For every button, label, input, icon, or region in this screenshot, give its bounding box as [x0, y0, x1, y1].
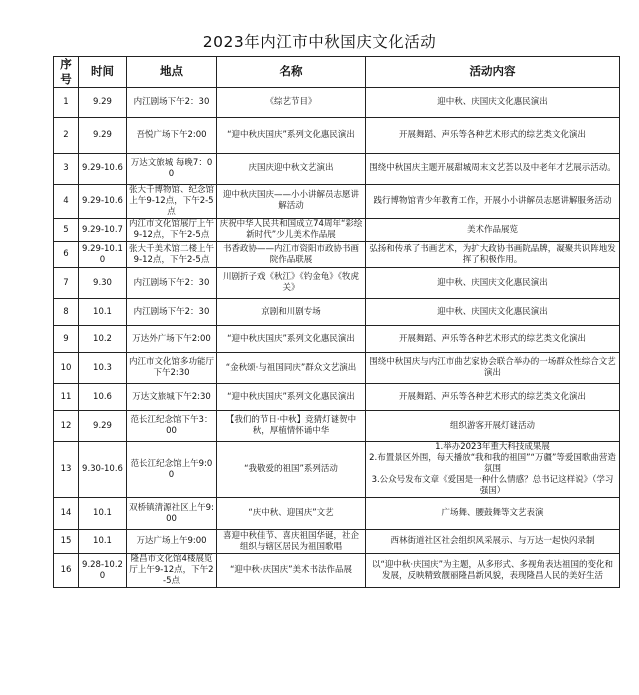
cell-no: 14: [54, 498, 79, 530]
cell-time: 9.29: [79, 411, 127, 442]
cell-no: 9: [54, 326, 79, 353]
table-row: [54, 498, 620, 530]
cell-time: 10.1: [79, 530, 127, 554]
cell-content: 组织游客开展灯谜活动: [366, 411, 620, 442]
cell-name: “迎中秋·庆国庆”美术书法作品展: [217, 554, 366, 588]
cell-name: 书香政协——内江市资阳市政协书画院作品联展: [217, 242, 366, 268]
cell-content: 美术作品展览: [366, 219, 620, 242]
header-name: 名称: [217, 57, 366, 88]
cell-name: “我敬爱的祖国”系列活动: [217, 442, 366, 498]
cell-time: 9.29: [79, 87, 127, 117]
table-row: [54, 117, 620, 153]
cell-name: 京剧和川剧专场: [217, 299, 366, 326]
cell-time: 10.2: [79, 326, 127, 353]
cell-place: 张大千博物馆、纪念馆上午9-12点，下午2-5点: [127, 184, 217, 218]
cell-name: “迎中秋庆国庆”系列文化惠民演出: [217, 117, 366, 153]
cell-place: 范长江纪念馆上午9:00: [127, 442, 217, 498]
cell-name: “迎中秋庆国庆”系列文化惠民演出: [217, 326, 366, 353]
table-row: [54, 554, 620, 588]
cell-place: 内江市文化馆多功能厅下午2:30: [127, 353, 217, 384]
cell-time: 9.29-10.7: [79, 219, 127, 242]
cell-content: 围绕中秋国庆与内江市曲艺家协会联合举办的一场群众性综合文艺演出: [366, 353, 620, 384]
cell-name: 喜迎中秋佳节、喜庆祖国华诞，社企组织与辖区居民为祖国歌唱: [217, 530, 366, 554]
cell-time: 9.30-10.6: [79, 442, 127, 498]
cell-no: 12: [54, 411, 79, 442]
cell-content: 围绕中秋国庆主题开展甜城周末文艺荟以及中老年才艺展示活动。: [366, 153, 620, 184]
table-row: [54, 153, 620, 184]
table-row: [54, 299, 620, 326]
cell-time: 9.29-10.6: [79, 184, 127, 218]
cell-name: 庆国庆迎中秋文艺演出: [217, 153, 366, 184]
cell-no: 2: [54, 117, 79, 153]
cell-time: 9.29: [79, 117, 127, 153]
cell-time: 9.29-10.10: [79, 242, 127, 268]
cell-name: 迎中秋庆国庆——小小讲解员志愿讲解活动: [217, 184, 366, 218]
table-header-row: [54, 57, 620, 88]
cell-name: “迎中秋庆国庆”系列文化惠民演出: [217, 384, 366, 411]
cell-place: 万达外广场下午2:00: [127, 326, 217, 353]
cell-time: 10.3: [79, 353, 127, 384]
table-row: [54, 530, 620, 554]
cell-place: 万达文旅城 每晚7：00: [127, 153, 217, 184]
cell-no: 13: [54, 442, 79, 498]
cell-content: 开展舞蹈、声乐等各种艺术形式的综艺类文化演出: [366, 326, 620, 353]
cell-name: 庆祝中华人民共和国成立74周年“彩绘新时代”少儿美术作品展: [217, 219, 366, 242]
cell-place: 范长江纪念馆下午3：00: [127, 411, 217, 442]
header-time: 时间: [79, 57, 127, 88]
cell-time: 9.30: [79, 268, 127, 299]
table-row: [54, 442, 620, 498]
cell-content: 1.举办2023年重大科技成果展 2.布置景区外围，每天播放“我和我的祖国”“万疆”等爱国歌曲营造氛围 3.公众号发布文章《爱国是一种什么情感？总书记这样说》（学习强国）: [366, 442, 620, 498]
header-no: 序号: [54, 57, 79, 88]
cell-name: “庆中秋、迎国庆”文艺: [217, 498, 366, 530]
cell-content: 弘扬和传承了书画艺术，为扩大政协书画院品牌，凝聚共识阵地发挥了积极作用。: [366, 242, 620, 268]
cell-no: 15: [54, 530, 79, 554]
cell-place: 吾悦广场下午2:00: [127, 117, 217, 153]
table-row: [54, 242, 620, 268]
table-row: [54, 353, 620, 384]
table-row: [54, 411, 620, 442]
cell-no: 4: [54, 184, 79, 218]
cell-content: 开展舞蹈、声乐等各种艺术形式的综艺类文化演出: [366, 117, 620, 153]
cell-place: 内江剧场下午2：30: [127, 268, 217, 299]
cell-no: 8: [54, 299, 79, 326]
cell-time: 10.6: [79, 384, 127, 411]
cell-content: 迎中秋、庆国庆文化惠民演出: [366, 299, 620, 326]
cell-no: 3: [54, 153, 79, 184]
cell-name: 川剧折子戏《秋江》《钓金龟》《牧虎关》: [217, 268, 366, 299]
cell-content: 践行博物馆青少年教育工作，开展小小讲解员志愿讲解服务活动: [366, 184, 620, 218]
cell-place: 万达文旅城下午2:30: [127, 384, 217, 411]
cell-time: 10.1: [79, 299, 127, 326]
table-row: [54, 219, 620, 242]
cell-place: 内江剧场下午2：30: [127, 87, 217, 117]
cell-content: 迎中秋、庆国庆文化惠民演出: [366, 87, 620, 117]
cell-place: 万达广场上午9:00: [127, 530, 217, 554]
cell-time: 9.28-10.20: [79, 554, 127, 588]
cell-place: 张大千美术馆二楼上午9-12点，下午2-5点: [127, 242, 217, 268]
table-row: [54, 326, 620, 353]
cell-time: 9.29-10.6: [79, 153, 127, 184]
cell-no: 10: [54, 353, 79, 384]
cell-name: 《综艺节目》: [217, 87, 366, 117]
cell-no: 11: [54, 384, 79, 411]
cell-no: 6: [54, 242, 79, 268]
table-body: [54, 87, 620, 588]
cell-place: 内江市文化馆展厅上午9-12点，下午2-5点: [127, 219, 217, 242]
cell-time: 10.1: [79, 498, 127, 530]
cell-place: 隆昌市文化馆4楼展览厅上午9-12点，下午2-5点: [127, 554, 217, 588]
cell-content: 以“迎中秋·庆国庆”为主题，从多形式、多视角表达祖国的变化和发展，反映精致靓丽隆昌新风貌，表现隆昌人民的美好生活: [366, 554, 620, 588]
header-place: 地点: [127, 57, 217, 88]
cell-no: 7: [54, 268, 79, 299]
cell-no: 5: [54, 219, 79, 242]
cell-content: 迎中秋、庆国庆文化惠民演出: [366, 268, 620, 299]
cell-no: 16: [54, 554, 79, 588]
cell-content: 西林街道社区社会组织风采展示、与万达一起快闪录制: [366, 530, 620, 554]
cell-place: 内江剧场下午2：30: [127, 299, 217, 326]
header-content: 活动内容: [366, 57, 620, 88]
activity-table: [53, 56, 620, 588]
table-row: [54, 87, 620, 117]
table-row: [54, 268, 620, 299]
cell-content: 开展舞蹈、声乐等各种艺术形式的综艺类文化演出: [366, 384, 620, 411]
table-row: [54, 384, 620, 411]
table-row: [54, 184, 620, 218]
cell-no: 1: [54, 87, 79, 117]
cell-content: 广场舞、腰鼓舞等文艺表演: [366, 498, 620, 530]
cell-place: 双桥镇清源社区上午9:00: [127, 498, 217, 530]
document-title: 2023年内江市中秋国庆文化活动: [202, 33, 437, 51]
cell-name: 【我们的节日·中秋】竞猜灯谜贺中秋，厚植情怀诵中华: [217, 411, 366, 442]
cell-name: “金秋颂·与祖国同庆”群众文艺演出: [217, 353, 366, 384]
